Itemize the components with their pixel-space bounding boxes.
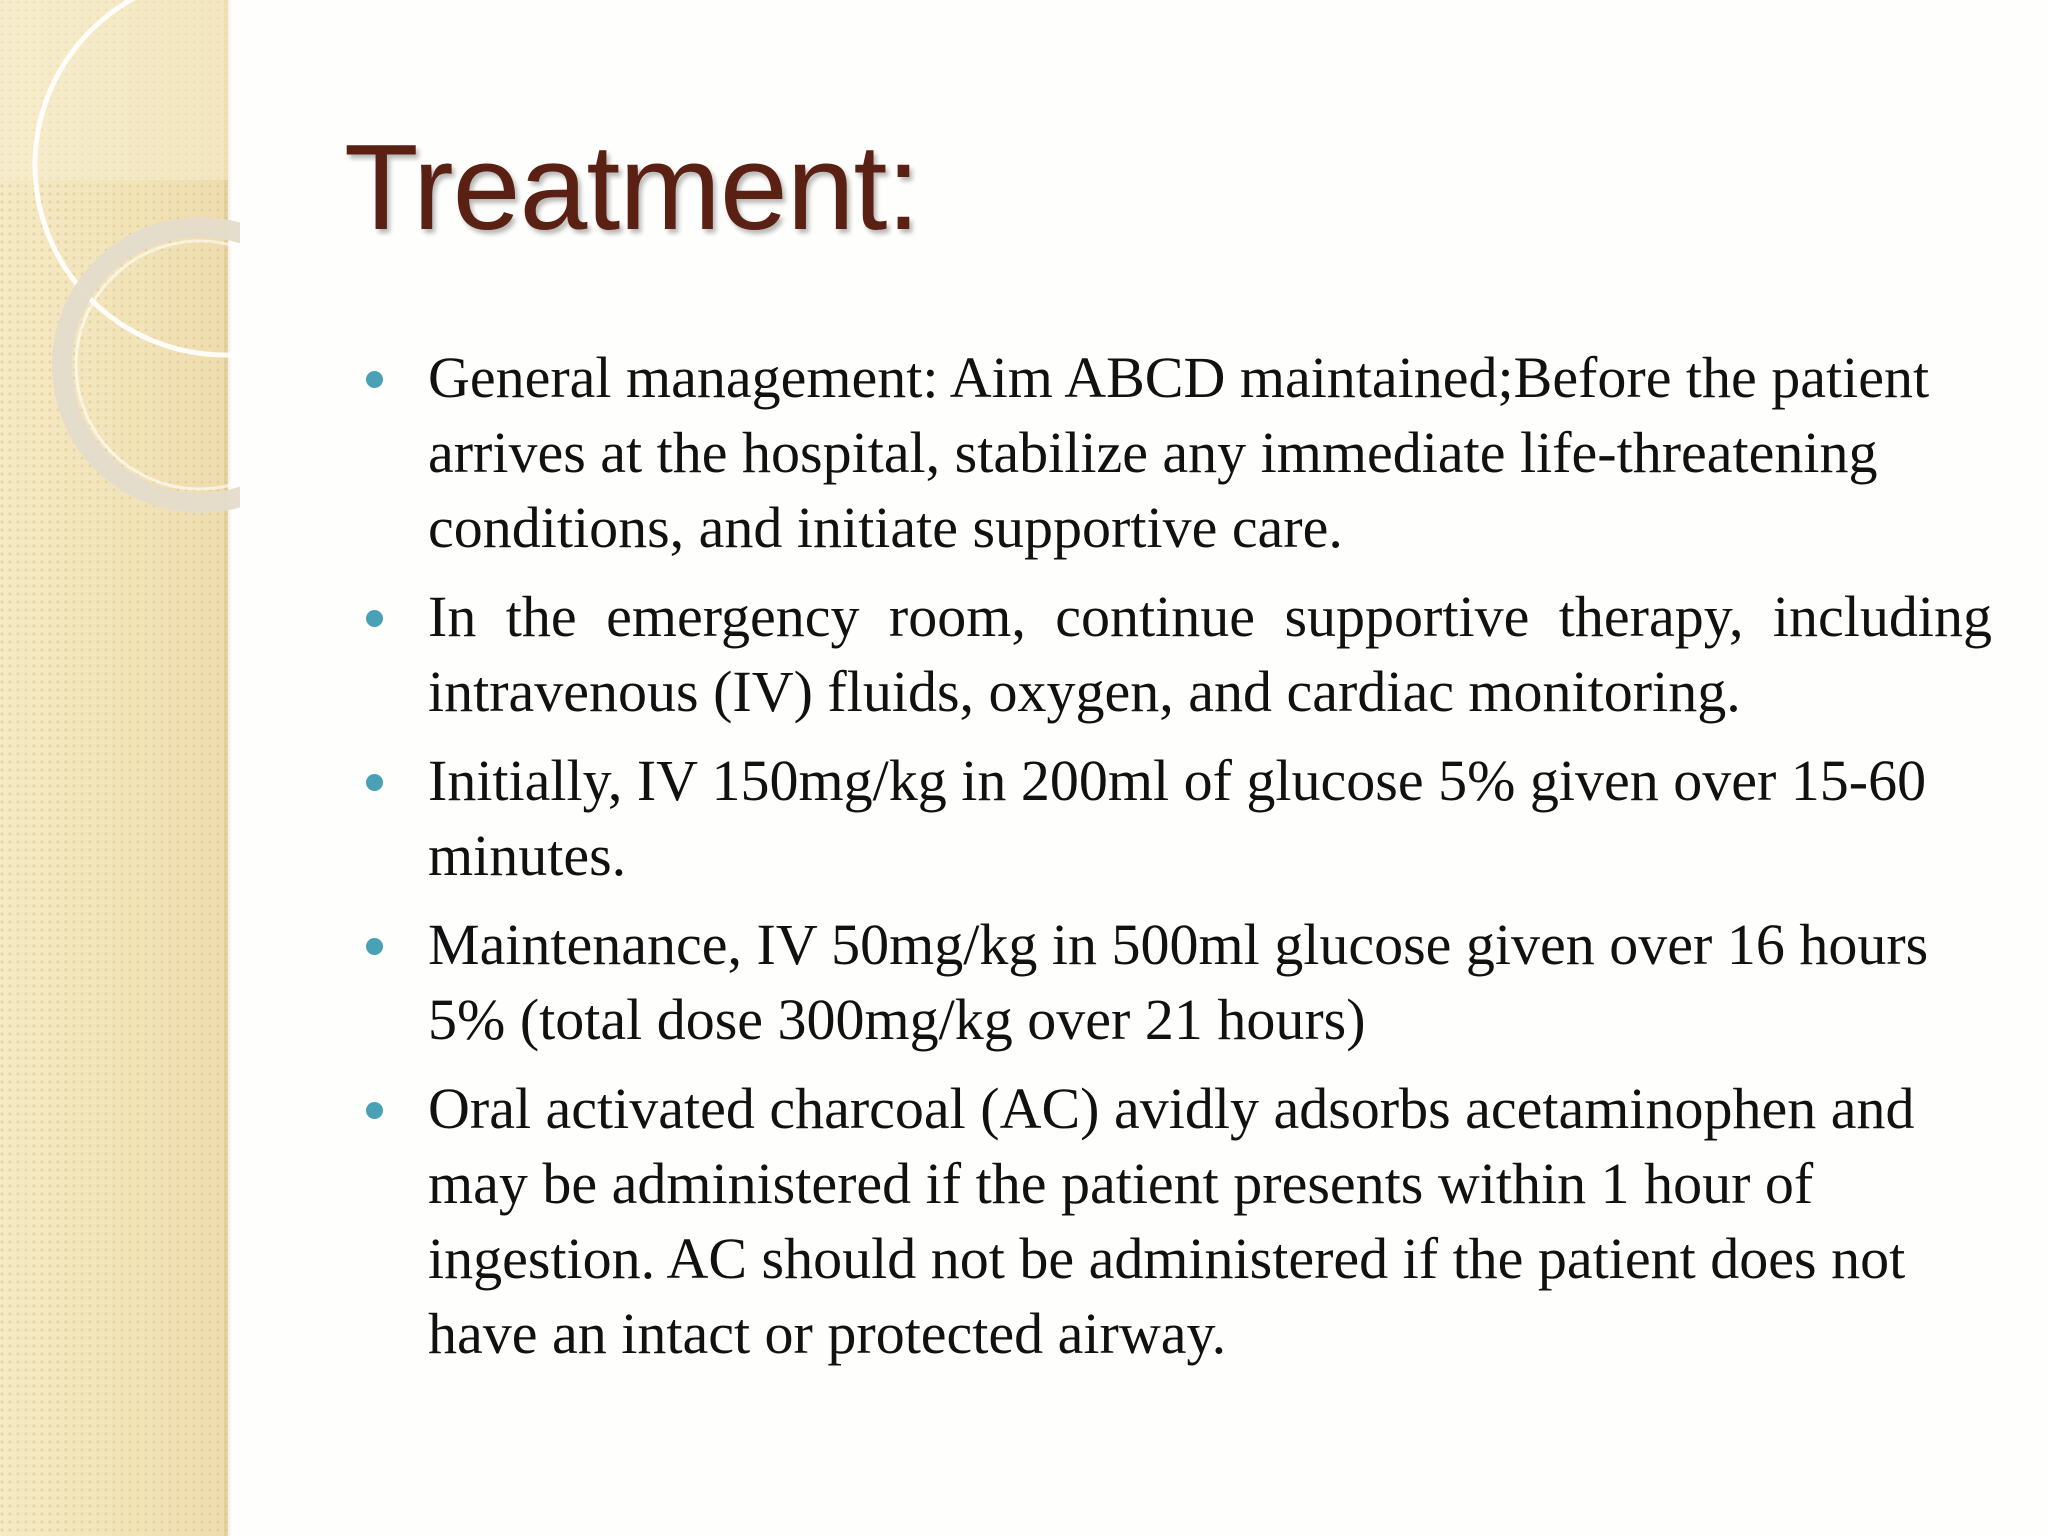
bullet-general-management (356, 340, 1992, 565)
bullet-maintenance-dose (356, 907, 1992, 1057)
bullet-dot-icon (366, 1102, 383, 1119)
bullet-emergency-room (356, 579, 1992, 729)
bullet-text: General management: Aim ABCD maintained;Before the patient arrives at the hospital, stabilize any immediate life-threatening conditions, and initiate supportive care. (428, 345, 1930, 560)
bullet-initial-dose (356, 743, 1992, 893)
bullet-text: In the emergency room, continue supportive therapy, including intravenous (IV) fluids, oxygen, and cardiac monitoring. (428, 584, 1992, 724)
bullet-dot-icon (366, 610, 383, 627)
bullet-dot-icon (366, 938, 383, 955)
bullet-list (356, 340, 1992, 1385)
bullet-dot-icon (366, 774, 383, 791)
bullet-activated-charcoal (356, 1071, 1992, 1371)
slide-title: Treatment: (344, 119, 920, 255)
decorative-rings-icon (0, 0, 240, 520)
bullet-dot-icon (366, 371, 383, 388)
bullet-text: Maintenance, IV 50mg/kg in 500ml glucose given over 16 hours 5% (total dose 300mg/kg over 21 hours) (428, 912, 1929, 1052)
bullet-text: Initially, IV 150mg/kg in 200ml of glucose 5% given over 15-60 minutes. (428, 748, 1927, 888)
bullet-text: Oral activated charcoal (AC) avidly adsorbs acetaminophen and may be administered if the patient presents within 1 hour of ingestion. AC should not be administered if the patient does not have an intact or protected airway. (428, 1076, 1915, 1366)
